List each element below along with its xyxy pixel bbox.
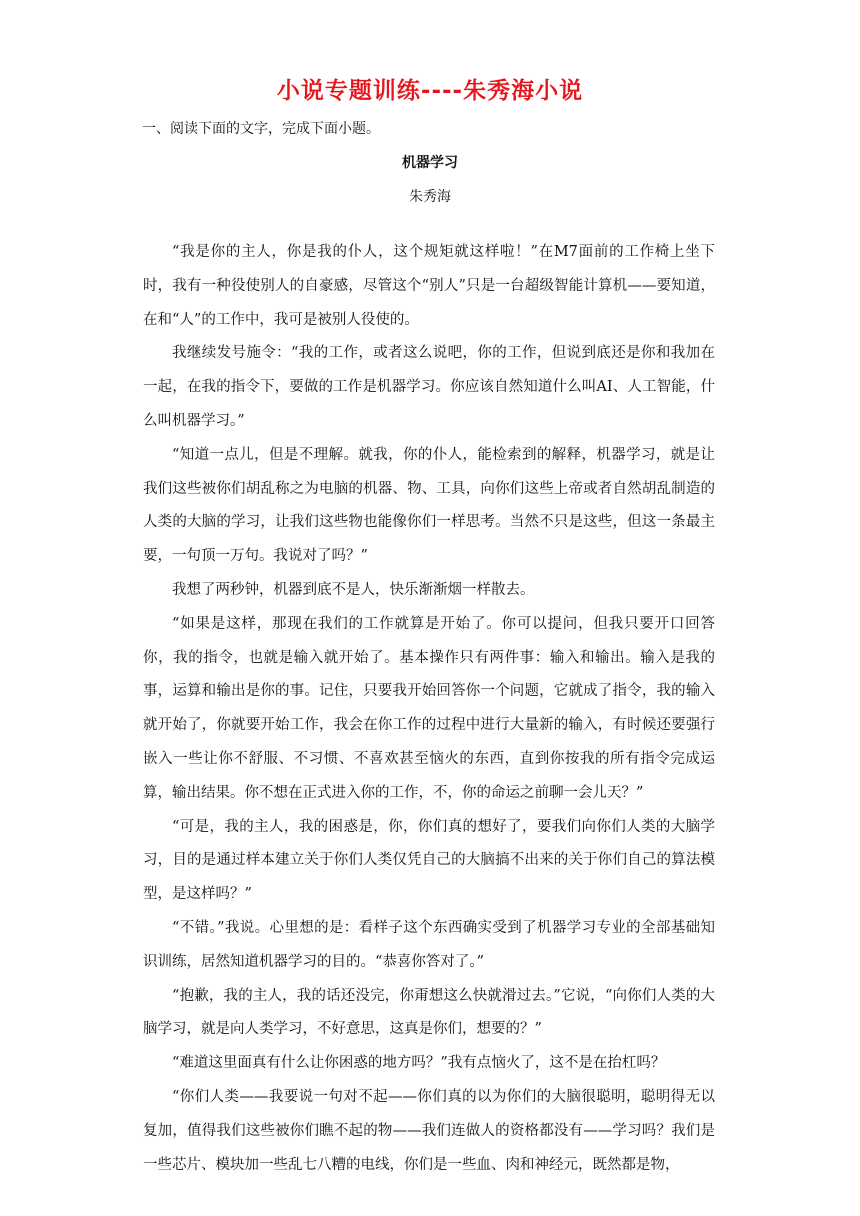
paragraph: 我继续发号施令：“我的工作，或者这么说吧，你的工作，但说到底还是你和我加在一起，在我的指令下，要做的工作是机器学习。你应该自然知道什么叫AI、人工智能，什么叫机器学习。” (143, 345, 715, 429)
question-instruction: 一、阅读下面的文字，完成下面小题。 (142, 121, 380, 137)
paragraph: “可是，我的主人，我的困惑是，你，你们真的想好了，要我们向你们人类的大脑学习，目的是通过样本建立关于你们人类仅凭自己的大脑搞不出来的关于你们自己的算法模型，是这样吗？” (143, 818, 715, 903)
article-body (143, 236, 715, 1182)
paragraph: “不错。”我说。心里想的是：看样子这个东西确实受到了机器学习专业的全部基础知识训练，居然知道机器学习的目的。“恭喜你答对了。” (143, 919, 715, 970)
document-title: 小说专题训练----朱秀海小说 (276, 78, 584, 104)
paragraph: “难道这里面真有什么让你困惑的地方吗？”我有点恼火了，这不是在抬杠吗？ (172, 1055, 666, 1072)
paragraph: “你们人类——我要说一句对不起——你们真的以为你们的大脑很聪明，聪明得无以复加，值得我们这些被你们瞧不起的物——我们连做人的资格都没有——学习吗？我们是一些芯片、模块加一些乱七八糟的电线，你们是一些血、肉和神经元，既然都是物， (143, 1088, 715, 1173)
paragraph: 我想了两秒钟，机器到底不是人，快乐渐渐烟一样散去。 (172, 581, 535, 598)
paragraph: “如果是这样，那现在我们的工作就算是开始了。你可以提问，但我只要开口回答你，我的指令，也就是输入就开始了。基本操作只有两件事：输入和输出。输入是我的事，运算和输出是你的事。记住，只要我开始回答你一个问题，它就成了指令，我的输入就开始了，你就要开始工作，我会在你工作的过程中进行大量新的输入，有时候还要强行嵌入一些让你不舒服、不习惯、不喜欢甚至恼火的东西，直到你按我的所有指令完成运算，输出结果。你不想在正式进入你的工作，不，你的命运之前聊一会儿天？” (143, 615, 715, 801)
paragraph: “知道一点儿，但是不理解。就我，你的仆人，能检索到的解释，机器学习，就是让我们这些被你们胡乱称之为电脑的机器、物、工具，向你们这些上帝或者自然胡乱制造的人类的大脑的学习，让我们这些物也能像你们一样思考。当然不只是这些，但这一条最主要，一句顶一万句。我说对了吗？” (143, 446, 715, 565)
article-author: 朱秀海 (409, 189, 451, 205)
paragraph: “我是你的主人，你是我的仆人，这个规矩就这样啦！”在M7面前的工作椅上坐下时，我有一种役使别人的自豪感，尽管这个“别人”只是一台超级智能计算机——要知道，在和“人”的工作中，我可是被别人役使的。 (143, 244, 715, 328)
article-title: 机器学习 (402, 155, 458, 171)
paragraph: “抱歉，我的主人，我的话还没完，你甭想这么快就滑过去。”它说，“向你们人类的大脑学习，就是向人类学习，不好意思，这真是你们，想要的？” (143, 987, 715, 1038)
